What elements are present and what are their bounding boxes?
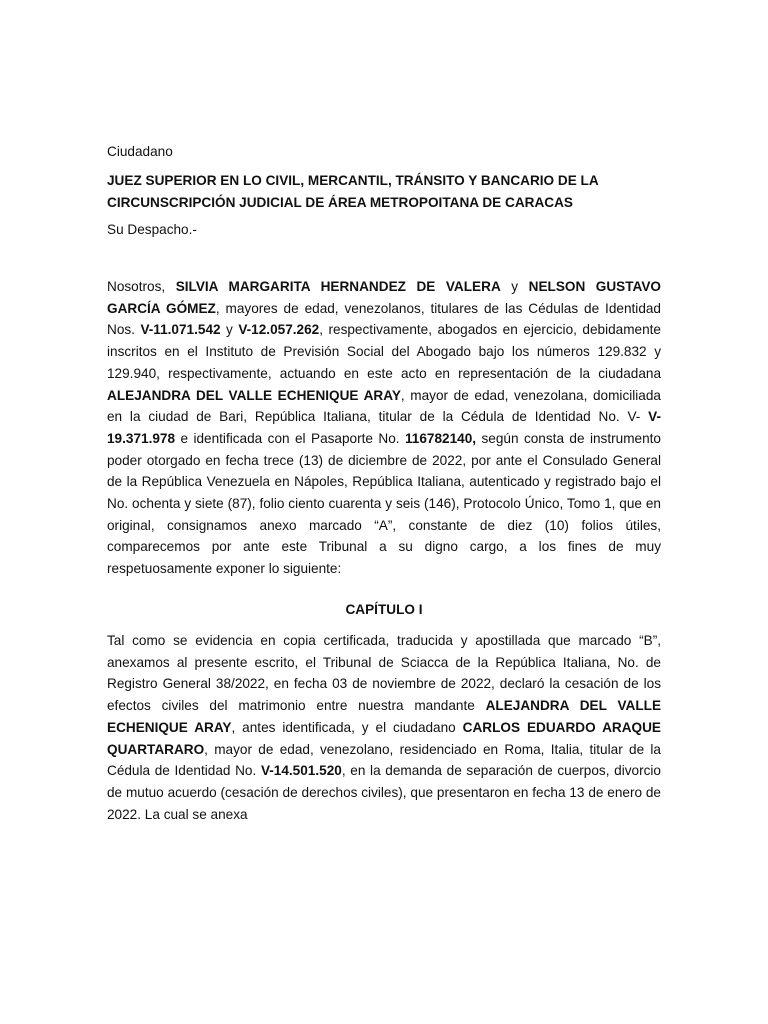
client-name: ALEJANDRA DEL VALLE ECHENIQUE ARAY [107,387,401,403]
p1-text: y [500,279,529,294]
spouse-name: CARLOS EDUARDO ARAQUE QUARTARARO [107,719,661,757]
chapter-heading: CAPÍTULO I [345,602,423,617]
p1-text: , mayor de edad, venezolana, domiciliada en la ciudad de Bari, República Italiana, titular de la Cédula de Identidad No. V- [107,387,661,425]
p1-text: Nosotros, [107,279,176,294]
court-line-1: JUEZ SUPERIOR EN LO CIVIL, MERCANTIL, TRÁNSITO Y BANCARIO DE LA [107,173,599,188]
despacho-line: Su Despacho.- [107,222,197,237]
p1-text: , respectivamente, abogados en ejercicio, debidamente inscritos en el Instituto de Previsión Social del Abogado bajo los números 129.832 y 129.940, respectivamente, actuando en este acto en representación de la ciudadana [107,322,661,381]
p2-text: Tal como se evidencia en copia certificada, traducida y apostillada que marcado “B”, anexamos al presente escrito, el Tribunal de Sciacca de la República Italiana, No. de Registro General 38/2022, en fecha 03 de noviembre de 2022, declaró la cesación de los efectos civiles del matrimonio entre nuestra mandante [107,633,661,714]
client-passport: 116782140, [404,430,477,446]
spouse-id: V-14.501.520 [260,763,342,779]
p1-text: según consta de instrumento poder otorgado en fecha trece (13) de diciembre de 2022, por ante el Consulado General de la República Venezuela en Nápoles, República Italiana, autenticado y registrado bajo el No. ochenta y siete (87), folio ciento cuarenta y seis (146), Protocolo Único, Tomo 1, que en original, consignamos anexo marcado “A”, constante de diez (10) folios útiles, comparecemos por ante este Tribunal a su digno cargo, a los fines de muy respetuosamente exponer lo siguiente: [107,430,661,577]
attorney-name-1: SILVIA MARGARITA HERNANDEZ DE VALERA [175,279,501,294]
court-addressee [107,170,667,214]
p2-text: , mayor de edad, venezolano, residenciado en Roma, Italia, titular de la Cédula de Identidad No. [107,741,661,779]
p2-text: , en la demanda de separación de cuerpos, divorcio de mutuo acuerdo (cesación de derechos civiles), que presentaron en fecha 13 de enero de 2022. La cual se anexa [107,763,661,822]
client-id: V-19.371.978 [107,409,661,446]
attorney-name-2: NELSON GUSTAVO GARCÍA GÓMEZ [107,279,661,316]
salutation: Ciudadano [107,144,173,159]
client-name: ALEJANDRA DEL VALLE ECHENIQUE ARAY [107,698,662,735]
introductory-paragraph [107,276,661,580]
attorney-id-2: V-12.057.262 [238,322,320,338]
p2-text: , antes identificada, y el ciudadano [231,719,463,735]
p1-text: y [220,322,239,338]
p1-text: , mayores de edad, venezolanos, titulares de las Cédulas de Identidad Nos. [107,300,661,338]
court-line-2: CIRCUNSCRIPCIÓN JUDICIAL DE ÁREA METROPOITANA DE CARACAS [107,195,573,210]
chapter-paragraph [107,630,661,825]
p1-text: e identificada con el Pasaporte No. [175,430,405,446]
attorney-id-1: V-11.071.542 [140,322,221,338]
